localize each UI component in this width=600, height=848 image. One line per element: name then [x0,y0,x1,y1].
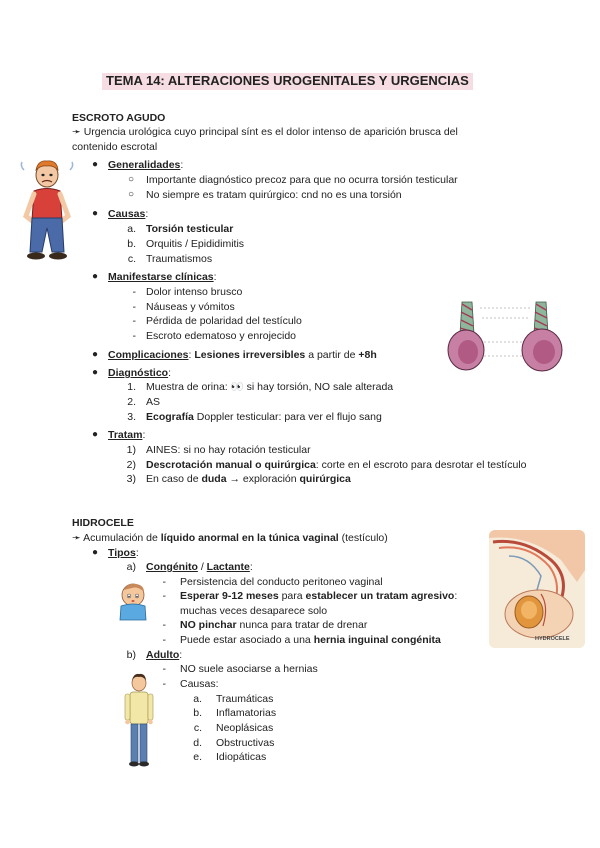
dash: - [162,576,166,588]
section-heading-escroto: ESCROTO AGUDO [72,112,166,124]
bullet-dot: ● [92,349,99,360]
bullet-dot: ● [92,429,99,440]
circle-bullet: ○ [128,189,135,200]
congenito-item: Esperar 9-12 meses para establecer un tratam agresivo: [180,590,458,602]
hydrocele-anatomy-drawing [489,530,585,648]
causa-item: Torsión testicular [146,223,234,235]
list-mark: b. [127,238,136,250]
adulto-causa: Idiopáticas [216,751,267,763]
hidrocele-intro: ➛ Acumulación de líquido anormal en la túnica vaginal (testículo) [72,532,388,544]
baby-illustration [114,580,152,622]
dash: - [162,678,166,690]
diagnostico-item: AS [146,396,161,408]
manifestaciones-heading: Manifestarse clínicas: [108,271,217,283]
dash: - [162,590,166,602]
bullet-dot: ● [92,208,99,219]
list-mark: a) [126,561,136,573]
causa-item: Orquitis / Epididimitis [146,238,245,250]
adulto-causa: Inflamatorias [216,707,277,719]
manifestacion-item: Pérdida de polaridad del testículo [146,315,302,327]
congenito-item: Persistencia del conducto peritoneo vaginal [180,576,383,588]
generalidades-item: Importante diagnóstico precoz para que no ocurra torsión testicular [146,174,458,186]
bullet-dot: ● [92,159,99,170]
list-mark: c. [193,722,202,734]
dash: - [132,315,136,327]
list-mark: 1) [126,444,136,456]
dash: - [132,330,136,342]
list-mark: 1. [127,381,136,393]
tratam-item: Descrotación manual o quirúrgica: corte en el escroto para desrotar el testículo [146,459,527,471]
manifestacion-item: Dolor intenso brusco [146,286,243,298]
list-mark: e. [193,751,202,763]
causas-heading: Causas: [108,208,149,220]
list-mark: 3. [127,411,136,423]
bullet-dot: ● [92,271,99,282]
manifestacion-item: Náuseas y vómitos [146,301,235,313]
escroto-intro-line1: ➛ Urgencia urológica cuyo principal sínt es el dolor intenso de aparición brusca del [72,126,458,138]
page-title: TEMA 14: ALTERACIONES UROGENITALES Y URGENCIAS [102,73,473,90]
circle-bullet: ○ [128,174,135,185]
list-mark: 2) [126,459,136,471]
list-mark: a. [127,223,136,235]
list-mark: 2. [127,396,136,408]
congenito-item: Puede estar asociado a una hernia inguinal congénita [180,634,441,646]
adulto-item: NO suele asociarse a hernias [180,663,318,675]
dash: - [162,663,166,675]
tratam-item: AINES: si no hay rotación testicular [146,444,311,456]
congenito-item: NO pinchar nunca para tratar de drenar [180,619,368,631]
eyes-emoji: 👀 [230,381,244,393]
bullet-dot: ● [92,547,99,558]
adulto-item: Causas: [180,678,219,690]
diagnostico-item: Ecografía Doppler testicular: para ver el flujo sang [146,411,382,423]
diagnostico-heading: Diagnóstico: [108,367,172,379]
testicular-torsion-diagram [444,298,570,376]
man-in-pain-illustration [16,158,78,262]
manifestacion-item: Escroto edematoso y enrojecido [146,330,296,342]
dash: - [132,286,136,298]
tratam-heading: Tratam: [108,429,146,441]
adulto-causa: Neoplásicas [216,722,274,734]
dash: - [132,301,136,313]
adulto-causa: Obstructivas [216,737,275,749]
adulto-causa: Traumáticas [216,693,274,705]
bullet-dot: ● [92,367,99,378]
escroto-intro-line2: contenido escrotal [72,141,158,153]
list-mark: b) [126,649,136,661]
tratam-item: En caso de duda → exploración quirúrgica [146,473,351,485]
congenito-heading: Congénito / Lactante: [146,561,253,573]
complicaciones-line: Complicaciones: Lesiones irreversibles a partir de +8h [108,349,377,361]
list-mark: 3) [126,473,136,485]
list-mark: c. [127,253,136,265]
hydrocele-figure-label: HYDROCELE [535,636,570,642]
dash: - [162,634,166,646]
generalidades-item: No siempre es tratam quirúrgico: cnd no es una torsión [146,189,402,201]
congenito-item-cont: muchas veces desaparece solo [180,605,328,617]
adult-man-illustration [122,672,156,770]
list-mark: d. [193,737,202,749]
hydrocele-anatomy-figure [489,530,585,648]
tipos-heading: Tipos: [108,547,139,559]
causa-item: Traumatismos [146,253,213,265]
list-mark: b. [193,707,202,719]
generalidades-heading: Generalidades: [108,159,184,171]
diagnostico-item: Muestra de orina: 👀 si hay torsión, NO sale alterada [146,381,394,393]
list-mark: a. [193,693,202,705]
dash: - [162,619,166,631]
section-heading-hidrocele: HIDROCELE [72,517,134,529]
adulto-heading: Adulto: [146,649,183,661]
